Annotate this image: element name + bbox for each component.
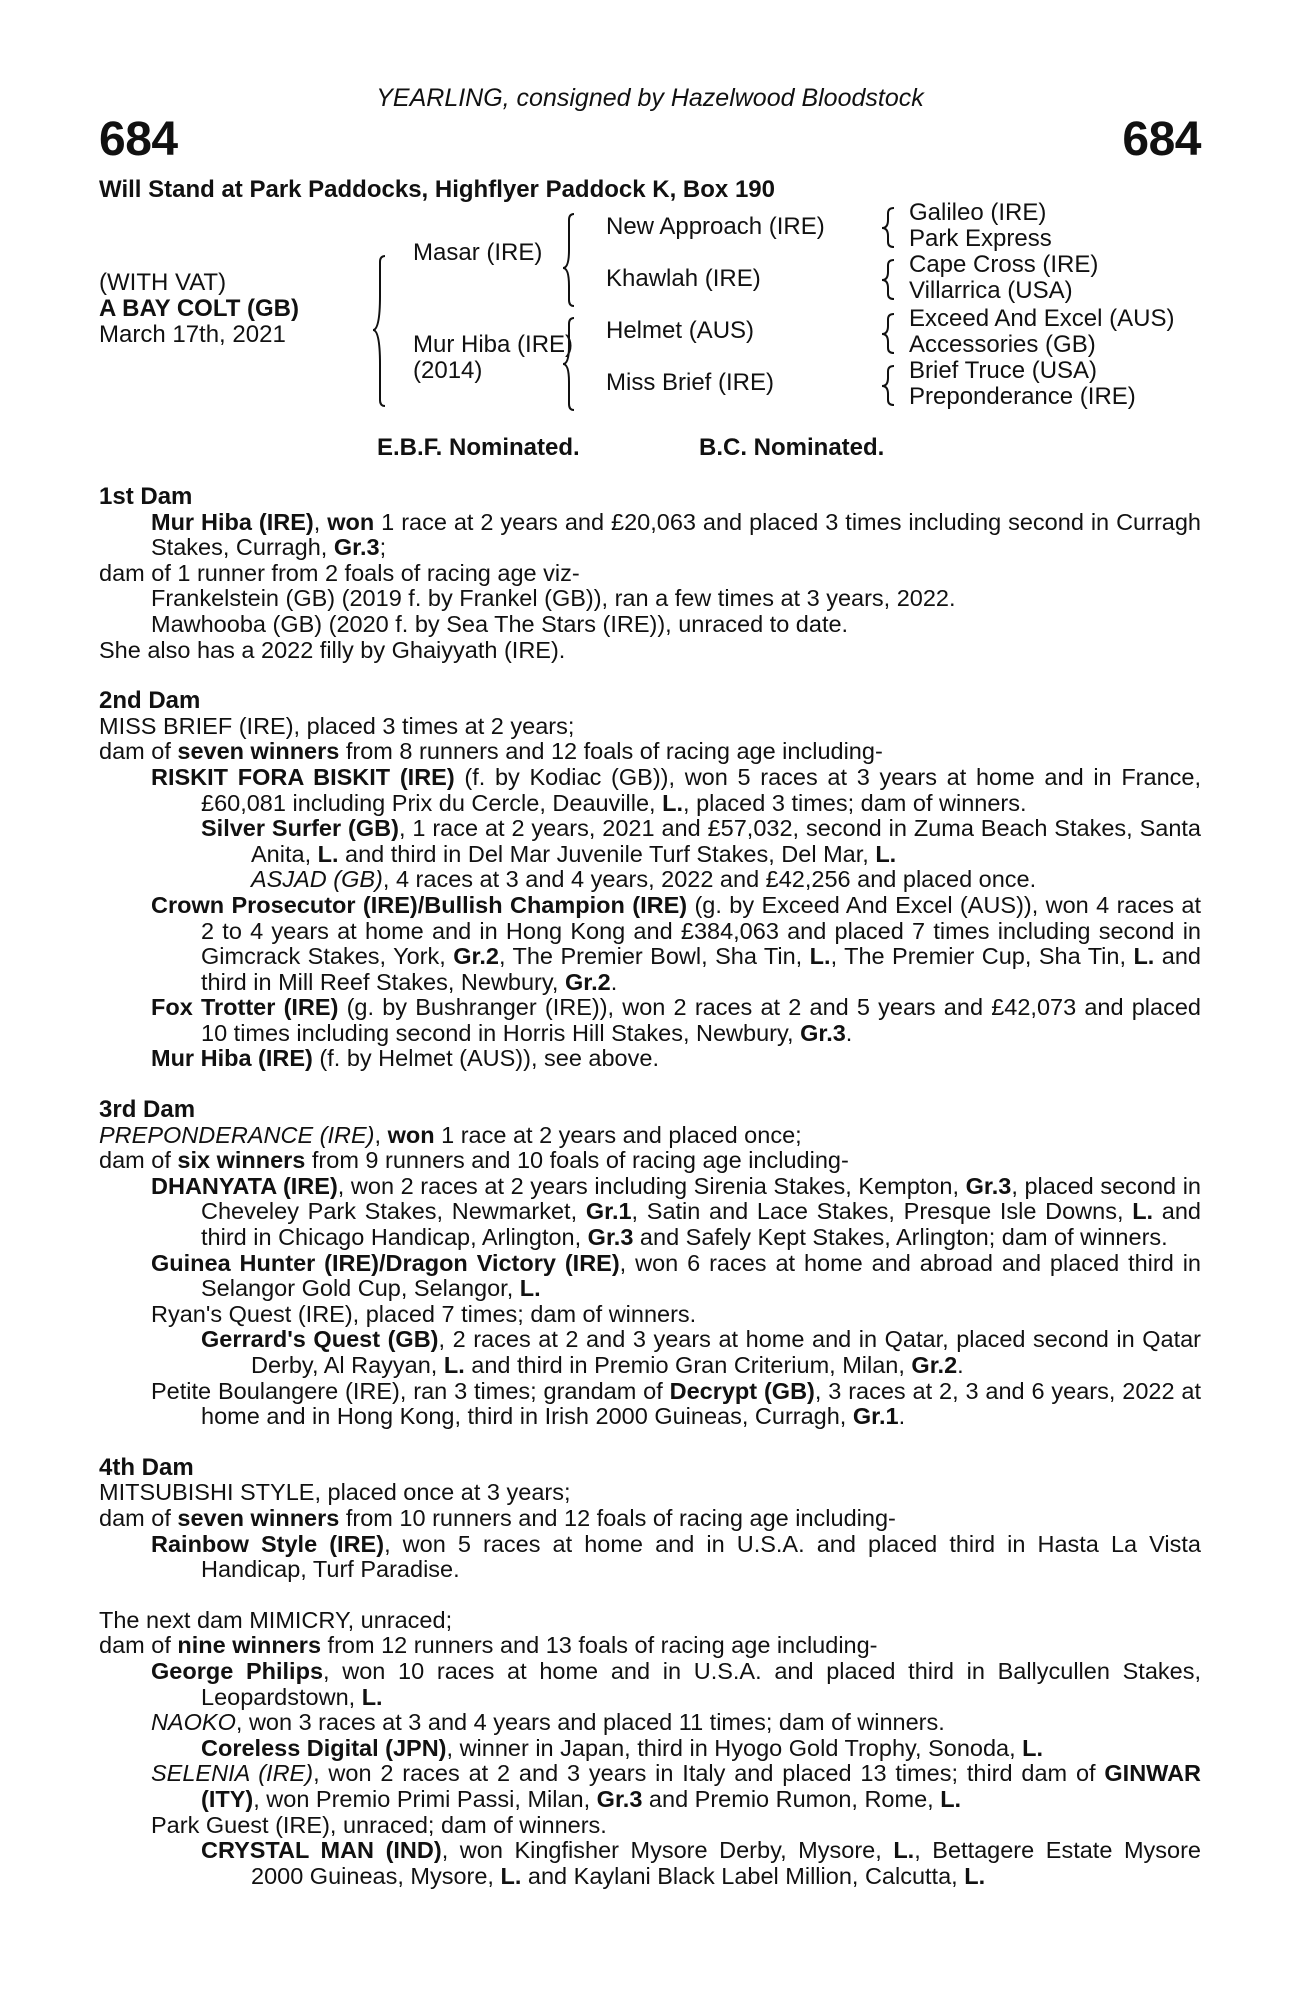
produce-entry — [99, 1046, 1201, 1072]
text-run: Decrypt (GB) — [669, 1377, 815, 1404]
text-run: , won 6 races at home and abroad and placed third in Selangor Gold Cup, Selangor, — [201, 1249, 1201, 1302]
produce-summary — [99, 739, 1201, 765]
text-run: dam of — [99, 738, 178, 765]
text-run: Gr.3 — [965, 1172, 1012, 1199]
produce-entry — [99, 1838, 1201, 1889]
text-run: and third in Chicago Handicap, Arlington, — [201, 1198, 1201, 1251]
text-run: , — [374, 1121, 388, 1148]
text-run: SELENIA (IRE) — [151, 1760, 314, 1787]
text-run: , placed second in Cheveley Park Stakes, Newmarket, — [201, 1172, 1202, 1225]
text-run: , Bettagere Estate Mysore 2000 Guineas, Mysore, — [251, 1837, 1201, 1889]
produce-summary — [99, 1506, 1201, 1532]
bc-nominated: B.C. Nominated. — [699, 434, 885, 461]
text-run: from 10 runners and 12 foals of racing age including- — [339, 1504, 896, 1531]
text-run: Coreless Digital (JPN) — [201, 1734, 447, 1761]
text-run: , 3 races at 2, 3 and 6 years, 2022 at home and in Hong Kong, third in Irish 2000 Guineas, Curragh, — [201, 1377, 1201, 1430]
text-run: ; — [379, 534, 387, 561]
lot-number-left: 684 — [99, 113, 178, 166]
stand-location: Will Stand at Park Paddocks, Highflyer Paddock K, Box 190 — [99, 176, 775, 203]
dam-record — [99, 1123, 1201, 1149]
text-run: won — [387, 1121, 435, 1148]
produce-entry — [99, 1327, 1201, 1378]
text-run: L. — [519, 1275, 541, 1302]
pedigree-gen3-6: Accessories (GB) — [909, 331, 1096, 358]
text-run: Gerrard's Quest (GB) — [201, 1326, 439, 1353]
text-run: , The Premier Bowl, Sha Tin, — [498, 943, 810, 970]
text-run: CRYSTAL MAN (IND) — [201, 1837, 442, 1864]
text-run: George Philips — [151, 1657, 324, 1684]
produce-summary: dam of 1 runner from 2 foals of racing age viz- — [99, 559, 580, 586]
produce-entry: Ryan's Quest (IRE), placed 7 times; dam of winners. — [151, 1300, 697, 1327]
pedigree-gen3-3: Cape Cross (IRE) — [909, 251, 1099, 278]
pedigree-dam: Mur Hiba (IRE) — [413, 331, 574, 358]
section-title: 3rd Dam — [99, 1096, 196, 1124]
text-run: . — [610, 968, 618, 995]
pedigree-gen3-4: Villarrica (USA) — [909, 277, 1073, 304]
pedigree-gen3-1: Galileo (IRE) — [909, 199, 1047, 226]
text-run: L. — [500, 1862, 522, 1889]
text-run: , 2 races at 2 and 3 years at home and in Qatar, placed second in Qatar Derby, Al Rayyan, — [251, 1326, 1201, 1378]
produce-entry — [99, 1710, 1201, 1736]
text-run: , won 2 races at 2 years including Sirenia Stakes, Kempton, — [337, 1172, 966, 1199]
text-run: . — [898, 1403, 906, 1430]
text-run: seven winners — [177, 1504, 340, 1531]
text-run: NAOKO — [151, 1709, 236, 1736]
text-run: (f. by Helmet (AUS)), see above. — [312, 1045, 659, 1072]
text-run: DHANYATA (IRE) — [151, 1172, 338, 1199]
dam-record: MITSUBISHI STYLE, placed once at 3 years; — [99, 1479, 571, 1506]
produce-entry — [99, 893, 1201, 995]
text-run: , placed 3 times; dam of winners. — [683, 789, 1027, 816]
text-run: , won Premio Primi Passi, Milan, — [253, 1785, 597, 1812]
text-run: , 1 race at 2 years, 2021 and £57,032, second in Zuma Beach Stakes, Santa Anita, — [251, 815, 1201, 867]
text-run: (g. by Exceed And Excel (AUS)), won 4 races at 2 to 4 years at home and in Hong Kong and £384,063 and placed 7 times including second in Gimcrack Stakes, York, — [201, 891, 1202, 970]
consignment-line: YEARLING, consigned by Hazelwood Bloodstock — [376, 84, 924, 112]
text-run: and third in Mill Reef Stakes, Newbury, — [201, 943, 1202, 995]
text-run: Mur Hiba (IRE) — [151, 1045, 313, 1072]
text-run: L. — [940, 1785, 962, 1812]
produce-summary — [99, 1148, 1201, 1174]
text-run: ASJAD (GB) — [251, 866, 383, 893]
second-dam-section — [99, 688, 1201, 1072]
text-run: , won 10 races at home and in U.S.A. and placed third in Ballycullen Stakes, Leopardstown, — [201, 1657, 1201, 1710]
text-run: L. — [893, 1837, 915, 1864]
produce-entry — [99, 1736, 1201, 1762]
text-run: L. — [662, 789, 684, 816]
vat-note: (WITH VAT) — [99, 269, 227, 296]
text-run: L. — [361, 1683, 383, 1710]
produce-summary — [99, 1633, 1201, 1659]
pedigree-sire-sire: New Approach (IRE) — [606, 213, 825, 240]
text-run: Fox Trotter (IRE) — [151, 994, 339, 1021]
text-run: and Safely Kept Stakes, Arlington; dam of winners. — [633, 1224, 1168, 1251]
foaling-date: March 17th, 2021 — [99, 321, 286, 348]
text-run: Gr.3 — [587, 1224, 634, 1251]
produce-entry — [99, 1379, 1201, 1430]
text-run: L. — [875, 840, 897, 867]
text-run: , 4 races at 3 and 4 years, 2022 and £42,256 and placed once. — [382, 866, 1037, 893]
text-run: Gr.1 — [585, 1198, 632, 1225]
ebf-nominated: E.B.F. Nominated. — [377, 434, 580, 461]
text-run: GINWAR (ITY) — [201, 1760, 1202, 1812]
produce-entry — [99, 1761, 1201, 1812]
catalogue-page — [99, 0, 1201, 2000]
text-run: Gr.2 — [564, 968, 611, 995]
dam-record: Mur Hiba (IRE), won 1 race at 2 years and £20,063 and placed 3 times including second in Curragh Stakes, Curragh, Gr.3; — [151, 508, 1201, 561]
text-run: Crown Prosecutor (IRE)/Bullish Champion (IRE) — [151, 891, 688, 918]
text-run: dam of — [99, 1504, 178, 1531]
pedigree-sire: Masar (IRE) — [413, 239, 543, 266]
section-title: 2nd Dam — [99, 687, 201, 715]
fourth-dam-section — [99, 1455, 1201, 1583]
text-run: Rainbow Style (IRE) — [151, 1530, 385, 1557]
text-run: and third in Del Mar Juvenile Turf Stakes, Del Mar, — [338, 840, 876, 867]
text-run: Gr.3 — [596, 1785, 643, 1812]
produce-entry — [99, 867, 1201, 893]
first-dam-section — [99, 484, 1201, 663]
text-run: L. — [964, 1862, 986, 1889]
won-label: won — [327, 508, 375, 535]
horse-description: A BAY COLT (GB) — [99, 295, 300, 322]
text-run: dam of — [99, 1147, 178, 1174]
dam-record: MISS BRIEF (IRE), placed 3 times at 2 years; — [99, 712, 575, 739]
produce-entry — [99, 1174, 1201, 1251]
pedigree-dam-year: (2014) — [413, 357, 483, 384]
text-run: RISKIT FORA BISKIT (IRE) — [151, 763, 455, 790]
text-run: , winner in Japan, third in Hyogo Gold Trophy, Sonoda, — [446, 1734, 1023, 1761]
produce-entry — [99, 1251, 1201, 1302]
text-run: , won 2 races at 2 and 3 years in Italy and placed 13 times; third dam of — [313, 1760, 1105, 1787]
produce-entry: Frankelstein (GB) (2019 f. by Frankel (GB)), ran a few times at 3 years, 2022. — [151, 585, 956, 612]
pedigree-dam-sire: Helmet (AUS) — [606, 317, 755, 344]
third-dam-section — [99, 1097, 1201, 1430]
produce-note: She also has a 2022 filly by Ghaiyyath (IRE). — [99, 636, 566, 663]
produce-entry: Park Guest (IRE), unraced; dam of winners. — [151, 1811, 607, 1838]
produce-entry — [99, 1532, 1201, 1583]
text-run: Petite Boulangere (IRE), ran 3 times; grandam of — [151, 1377, 670, 1404]
text-run: (f. by Kodiac (GB)), won 5 races at 3 years at home and in France, £60,081 including Prix du Cercle, Deauville, — [201, 763, 1201, 816]
text-run: 1 race at 2 years and £20,063 and placed 3 times including second in Curragh Stakes, Curragh, — [151, 508, 1201, 561]
text-run: . — [957, 1352, 964, 1378]
text-run: , won Kingfisher Mysore Derby, Mysore, — [441, 1837, 894, 1864]
text-run: nine winners — [177, 1632, 322, 1659]
horse-name: Mur Hiba (IRE) — [151, 508, 314, 535]
text-run: , The Premier Cup, Sha Tin, — [830, 943, 1134, 970]
text-run: Guinea Hunter (IRE)/Dragon Victory (IRE) — [151, 1249, 620, 1276]
text-run: , won 5 races at home and in U.S.A. and placed third in Hasta La Vista Handicap, Turf Paradise. — [201, 1530, 1201, 1583]
text-run: six winners — [177, 1147, 306, 1174]
text-run: L. — [1132, 1198, 1154, 1225]
text-run: from 9 runners and 10 foals of racing age including- — [305, 1147, 849, 1174]
pedigree-gen3-8: Preponderance (IRE) — [909, 383, 1136, 410]
text-run: Gr.2 — [453, 943, 499, 970]
text-run: from 12 runners and 13 foals of racing age including- — [321, 1632, 878, 1659]
text-run: . — [845, 1019, 853, 1046]
pedigree-gen3-5: Exceed And Excel (AUS) — [909, 305, 1175, 332]
text-run: dam of — [99, 1632, 178, 1659]
text-run: Gr.2 — [911, 1352, 958, 1378]
text-run: (g. by Bushranger (IRE)), won 2 races at 2 and 5 years and £42,073 and placed 10 times including second in Horris Hill Stakes, Newbury, — [201, 994, 1201, 1046]
text-run: L. — [443, 1352, 465, 1378]
section-title: 4th Dam — [99, 1453, 194, 1481]
pedigree-gen3-2: Park Express — [909, 225, 1052, 252]
produce-entry — [99, 816, 1201, 867]
produce-entry: Mawhooba (GB) (2020 f. by Sea The Stars (IRE)), unraced to date. — [151, 610, 849, 637]
text-run: Silver Surfer (GB) — [201, 815, 399, 842]
text-run: and Kaylani Black Label Million, Calcutta, — [521, 1862, 965, 1889]
text-run: from 8 runners and 12 foals of racing age including- — [339, 738, 883, 765]
text-run: PREPONDERANCE (IRE) — [99, 1121, 375, 1148]
produce-entry — [99, 765, 1201, 816]
lot-number-right: 684 — [1122, 113, 1201, 166]
text-run: Gr.3 — [800, 1019, 846, 1046]
pedigree-sire-dam: Khawlah (IRE) — [606, 265, 761, 292]
produce-entry — [99, 995, 1201, 1046]
section-title: 1st Dam — [99, 483, 193, 510]
text-run: and third in Premio Gran Criterium, Milan, — [464, 1352, 912, 1378]
text-run: L. — [317, 840, 339, 867]
pedigree-dam-dam: Miss Brief (IRE) — [606, 369, 774, 396]
text-run: 1 race at 2 years and placed once; — [434, 1121, 802, 1148]
text-run: seven winners — [177, 738, 340, 765]
next-dam-section — [99, 1608, 1201, 1890]
pedigree-gen3-7: Brief Truce (USA) — [909, 357, 1098, 384]
text-run: L. — [809, 943, 831, 970]
text-run: L. — [1022, 1734, 1044, 1761]
text-run: Gr.1 — [852, 1403, 899, 1430]
produce-record — [99, 484, 1201, 1914]
produce-entry — [99, 1659, 1201, 1710]
text-run: , Satin and Lace Stakes, Presque Isle Downs, — [631, 1198, 1133, 1225]
group-rating: Gr.3 — [333, 534, 380, 561]
text-run: and Premio Rumon, Rome, — [642, 1785, 941, 1812]
text-run: L. — [1133, 943, 1155, 970]
text-run: , won 3 races at 3 and 4 years and placed 11 times; dam of winners. — [235, 1709, 945, 1736]
dam-record: The next dam MIMICRY, unraced; — [99, 1606, 453, 1633]
